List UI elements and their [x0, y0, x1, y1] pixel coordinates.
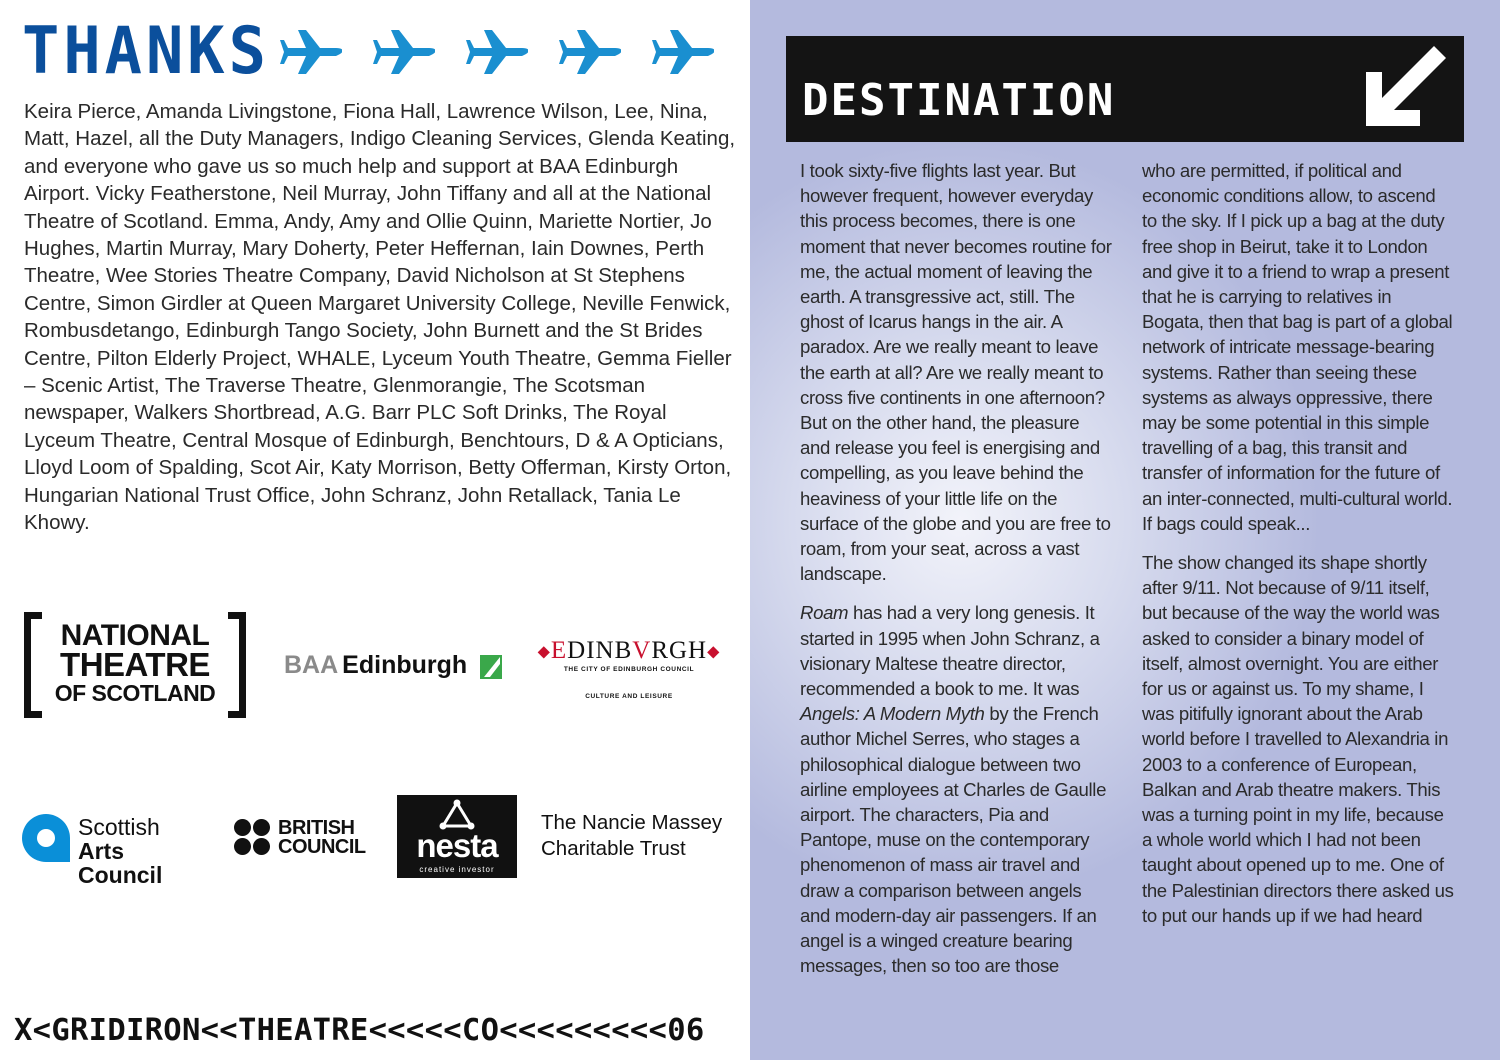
- sac-line2: Arts Council: [78, 838, 163, 888]
- col1-paragraph-1: I took sixty-five flights last year. But however frequent, however everyday this process becomes, there is one moment that never becomes routine for me, the actual moment of leaving the earth. A transgressive act, still. The ghost of Icarus hangs in the air. A paradox. Are we really meant to leave the earth at all? Are we really meant to cross five continents in one afternoon? But on the other hand, the pleasure and release you feel is energising and compelling, as you leave behind the heaviness of your little life on the surface of the globe and you are free to roam, from your seat, across a vast landscape.: [800, 160, 1112, 585]
- nesta-logo: [397, 795, 517, 878]
- edinburgh-wordmark: [536, 638, 722, 665]
- sac-circle-icon: [22, 814, 70, 862]
- thanks-text: Keira Pierce, Amanda Livingstone, Fiona Hall, Lawrence Wilson, Lee, Nina, Matt, Hazel, all the Duty Managers, Indigo Cleaning Services, Glenda Keating, and everyone who gave us so much help and support at BAA Edinburgh Airport. Vicky Featherstone, Neil Murray, John Tiffany and all at the National Theatre of Scotland. Emma, Andy, Amy and Ollie Quinn, Mariette Nortier, Jo Hughes, Martin Murray, Mary Doherty, Peter Heffernan, Iain Downes, Perth Theatre, Wee Stories Theatre Company, David Nicholson at St Stephens Centre, Simon Girdler at Queen Margaret University College, Neville Fenwick, Rombusdetango, Edinburgh Tango Society, John Burnett and the St Brides Centre, Pilton Elderly Project, WHALE, Lyceum Youth Theatre, Gemma Fieller – Scenic Artist, The Traverse Theatre, Glenmorangie, The Scotsman newspaper, Walkers Shortbread, A.G. Barr PLC Soft Drinks, The Royal Lyceum Theatre, Central Mosque of Edinburgh, Benchtours, D & A Opticians, Lloyd Loom of Spalding, Scot Air, Katy Morrison, Betty Offerman, Kirsty Orton, Hungarian National Trust Office, John Schranz, John Retallack, Tania Le Khowy.: [24, 100, 736, 535]
- baa-text: BAA: [284, 651, 339, 679]
- nts-wordmark: [24, 621, 246, 708]
- col1-p2-part-a: has had a very long genesis. It started in 1995 when John Schranz, a visionary Maltese theatre director, recommended a book to me. It was: [800, 602, 1100, 700]
- airplane-icon: [371, 26, 435, 78]
- col2-paragraph-2: The show changed its shape shortly after 9/11. Not because of 9/11 itself, but because of the way the world was asked to consider a binary model of itself, almost overnight. You are either for us or against us. To my shame, I was pitifully ignorant about the Arab world before I travelled to Alexandria in 2003 to a conference of European, Balkan and Arab theatre makers. This was a turning point in my life, because a whole world which I had not been taught about opened up to me. One of the Palestinian directors there asked us to put our hands up if we had heard: [1142, 552, 1454, 926]
- destination-column-2: [1142, 158, 1454, 942]
- arrow-down-left-icon: [1360, 42, 1450, 132]
- nts-line1: NATIONAL: [60, 619, 210, 652]
- bc-line1: BRITISH: [278, 817, 355, 839]
- british-council-dots-icon: [234, 819, 272, 857]
- thanks-title: THANKS: [22, 12, 270, 89]
- british-council-wordmark: [278, 819, 366, 857]
- airplane-icon: [278, 26, 342, 78]
- col1-p2-part-b: by the French author Michel Serres, who stages a philosophical dialogue between two airline employees at Charles de Gaulle airport. The characters, Pia and Pantope, muse on the contemporary phenomenon of mass air travel and draw a comparison between angels and modern-day air passengers. If an angel is a winged creature bearing messages, then so too are those: [800, 703, 1107, 977]
- airplane-icon: [557, 26, 621, 78]
- wordmark-letter-e: E: [550, 637, 568, 664]
- nancy-line1: The Nancie Massey: [541, 811, 723, 834]
- british-council-logo: [234, 818, 374, 862]
- wordmark-part: DINB: [567, 637, 633, 664]
- nancie-massey-trust-logo: [541, 810, 746, 862]
- nesta-word: nesta: [416, 827, 498, 864]
- diamond-icon: ◆: [707, 643, 721, 661]
- nancy-line2: Charitable Trust: [541, 837, 686, 860]
- right-page: [750, 0, 1500, 1060]
- baa-flag-icon: [478, 652, 504, 682]
- nts-line2: THEATRE: [60, 646, 210, 683]
- scottish-arts-council-logo: [22, 812, 212, 888]
- col1-paragraph-2: [800, 600, 1112, 978]
- nesta-tagline: creative investor: [419, 865, 495, 874]
- national-theatre-of-scotland-logo: [24, 612, 246, 718]
- city-of-edinburgh-council-logo: [536, 638, 722, 702]
- col2-paragraph-1: who are permitted, if political and economic conditions allow, to ascend to the sky. If I pick up a bag at the duty free shop in Beirut, take it to London and give it to a friend to wrap a present that he is carrying to relatives in Bogata, then that bag is part of a global network of intricate message-bearing systems. Rather than seeing these systems as always oppressive, there may be some potential in this simple travelling of a bag, this transit and transfer of information for the future of an inter-connected, multi-cultural world. If bags could speak...: [1142, 160, 1453, 534]
- council-subtitle: THE CITY OF EDINBURGH COUNCIL: [563, 666, 695, 674]
- destination-header: [786, 36, 1464, 142]
- airplane-icon: [464, 26, 528, 78]
- culture-leisure-tagline: CULTURE AND LEISURE: [585, 693, 673, 701]
- nts-line3: OF SCOTLAND: [54, 680, 216, 706]
- baa-edinburgh-logo: [284, 651, 506, 685]
- bc-line2: COUNCIL: [278, 836, 366, 858]
- planes-row: [278, 26, 728, 78]
- sac-line1: Scottish: [78, 814, 160, 840]
- destination-column-1: [800, 158, 1112, 993]
- footer-code: X<GRIDIRON<<THEATRE<<<<<CO<<<<<<<<<06: [14, 1013, 705, 1048]
- wordmark-letter-v: V: [632, 637, 652, 664]
- destination-title: DESTINATION: [802, 75, 1116, 126]
- roam-title: Roam: [800, 602, 849, 624]
- edinburgh-text: Edinburgh: [342, 651, 468, 679]
- angels-book-title: Angels: A Modern Myth: [800, 703, 985, 725]
- wordmark-end: RGH: [651, 637, 708, 664]
- airplane-icon: [650, 26, 714, 78]
- diamond-icon: ◆: [537, 643, 551, 661]
